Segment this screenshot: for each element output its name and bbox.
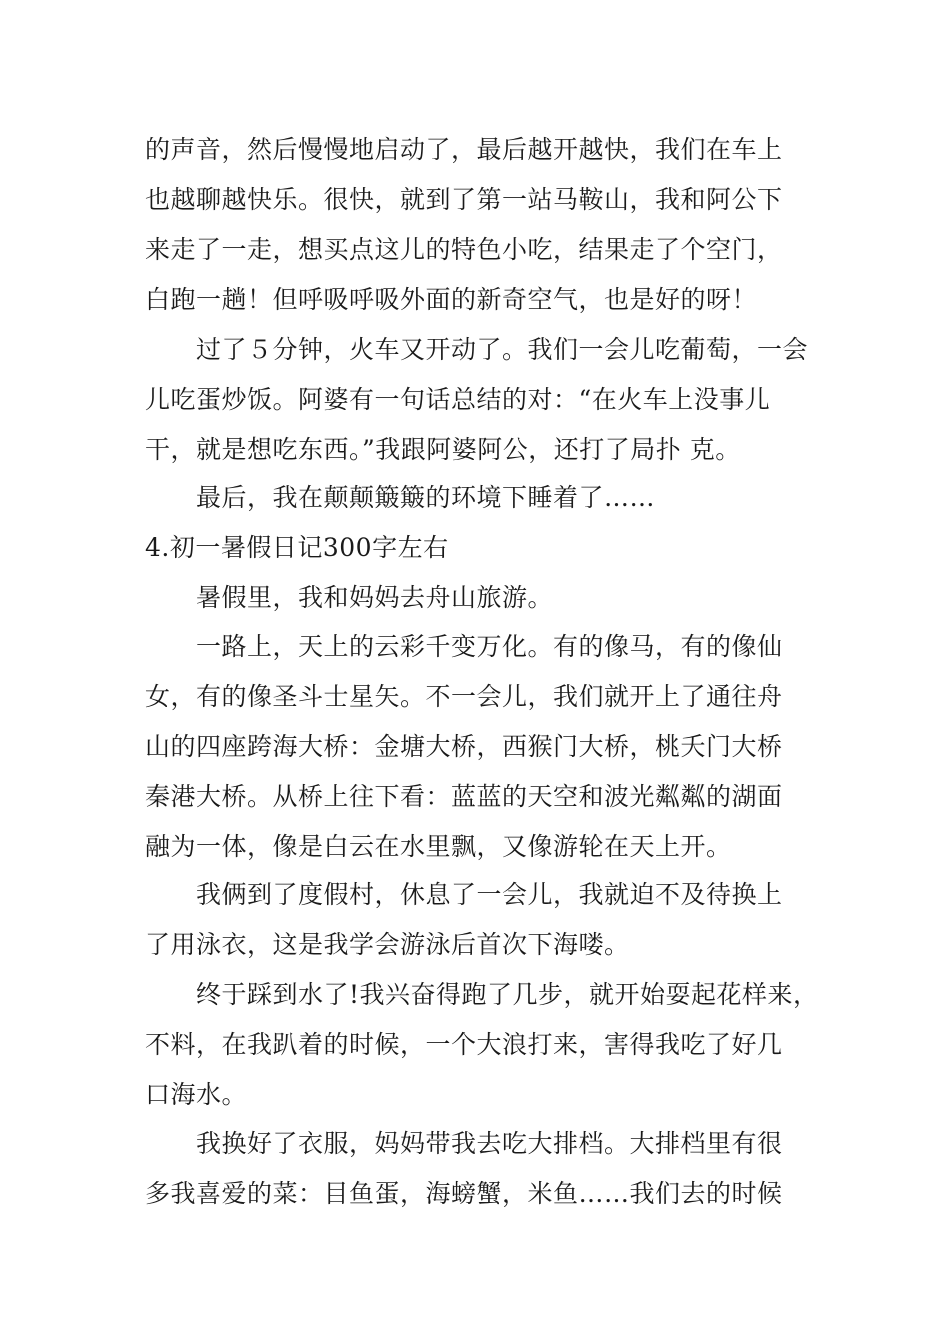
text-line: 了用泳衣，这是我学会游泳后首次下海喽。: [145, 930, 630, 959]
paragraph-first-line: 我换好了衣服，妈妈带我去吃大排档。大排档里有很: [196, 1129, 783, 1158]
paragraph-first-line: 过了５分钟，火车又开动了。我们一会儿吃葡萄，一会: [196, 335, 809, 364]
text-line: 融为一体，像是白云在水里飘，又像游轮在天上开。: [145, 832, 732, 861]
text-line: 不料，在我趴着的时候，一个大浪打来，害得我吃了好几: [145, 1030, 783, 1059]
paragraph-first-line: 终于踩到水了!我兴奋得跑了几步，就开始耍起花样来，: [196, 980, 819, 1009]
text-line: 多我喜爱的菜：目鱼蛋，海螃蟹，米鱼……我们去的时候: [145, 1179, 783, 1208]
text-line: 也越聊越快乐。很快，就到了第一站马鞍山，我和阿公下: [145, 185, 783, 214]
text-line: 秦港大桥。从桥上往下看：蓝蓝的天空和波光粼粼的湖面: [145, 782, 783, 811]
paragraph-first-line: 最后，我在颠颠簸簸的环境下睡着了……: [196, 483, 656, 512]
paragraph-first-line: 暑假里，我和妈妈去舟山旅游。: [196, 583, 554, 612]
text-line: 口海水。: [145, 1080, 248, 1109]
text-line: 干，就是想吃东西。”我跟阿婆阿公，还打了局扑 克。: [145, 435, 741, 464]
text-line: 白跑一趟！但呼吸呼吸外面的新奇空气，也是好的呀！: [145, 285, 758, 314]
section-heading: 4.初一暑假日记300字左右: [145, 533, 449, 562]
paragraph-first-line: 一路上，天上的云彩千变万化。有的像马，有的像仙: [196, 632, 783, 661]
paragraph-first-line: 我俩到了度假村，休息了一会儿，我就迫不及待换上: [196, 880, 783, 909]
text-line: 来走了一走，想买点这儿的特色小吃，结果走了个空门，: [145, 235, 783, 264]
text-line: 的声音，然后慢慢地启动了，最后越开越快，我们在车上: [145, 135, 783, 164]
text-line: 儿吃蛋炒饭。阿婆有一句话总结的对：“在火车上没事儿: [145, 385, 771, 414]
text-line: 女，有的像圣斗士星矢。不一会儿，我们就开上了通往舟: [145, 682, 783, 711]
text-line: 山的四座跨海大桥：金塘大桥，西猴门大桥，桃夭门大桥: [145, 732, 783, 761]
